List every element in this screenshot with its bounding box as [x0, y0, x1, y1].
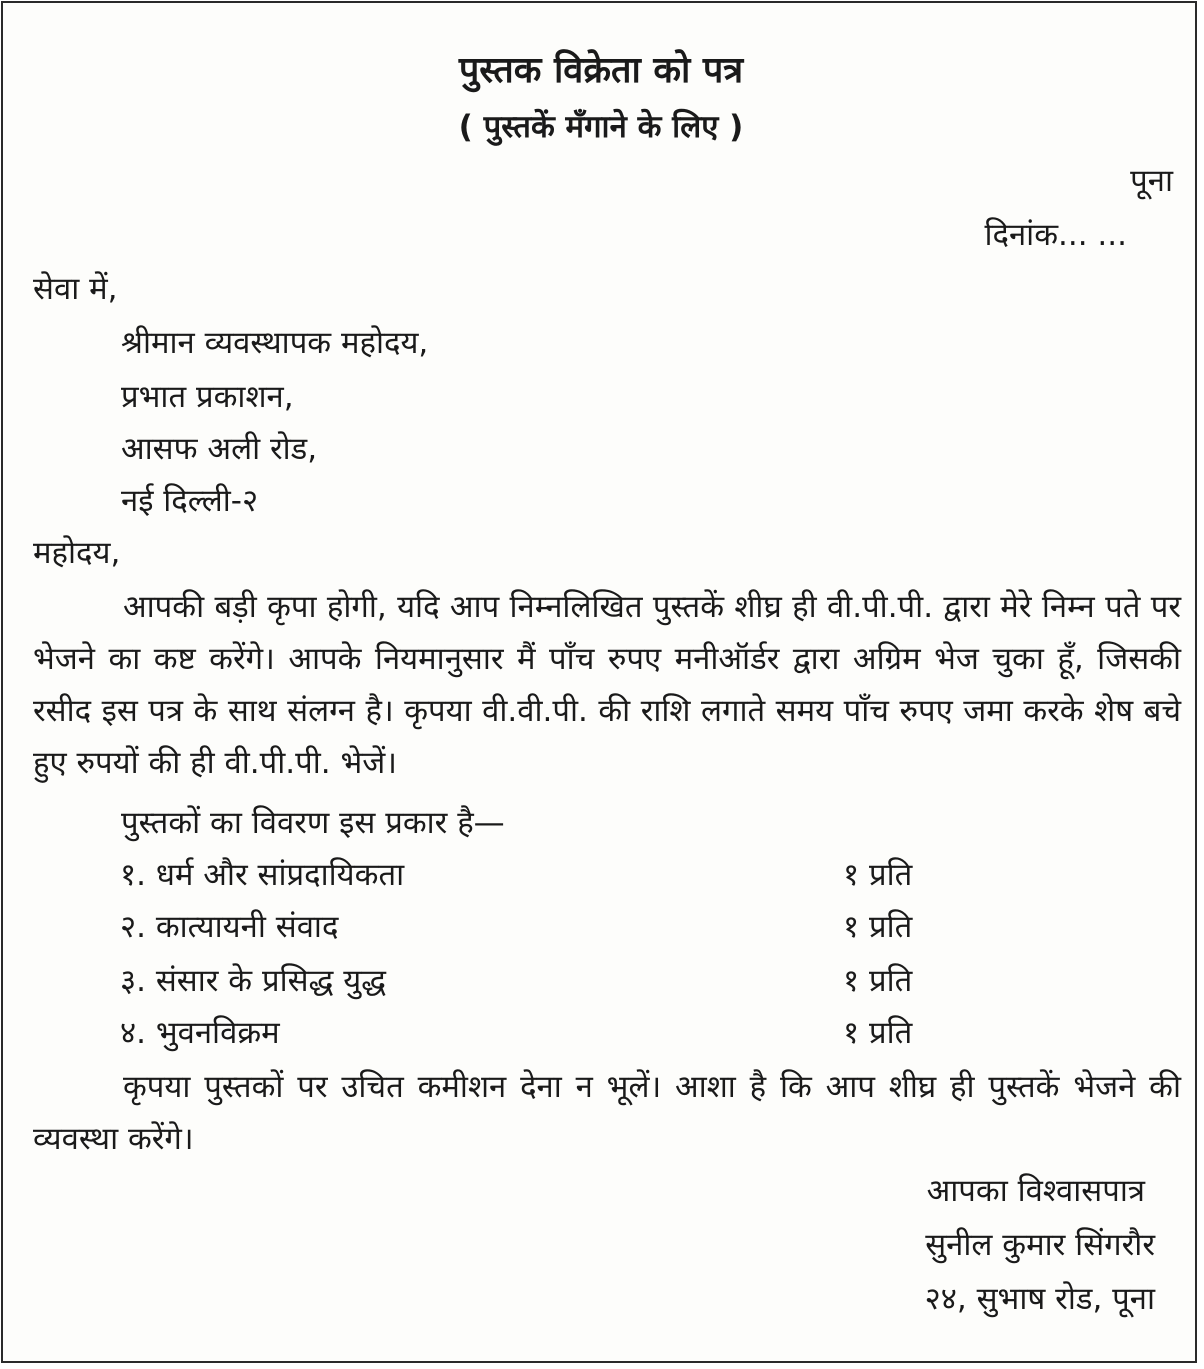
book-item-name: १. धर्म और सांप्रदायिकता — [120, 857, 405, 893]
address-line-3: आसफ अली रोड, — [121, 431, 318, 467]
address-line-2: प्रभात प्रकाशन, — [121, 379, 294, 415]
greeting: महोदय, — [33, 535, 121, 571]
book-item-name: २. कात्यायनी संवाद — [120, 909, 339, 945]
sender-address: २४, सुभाष रोड, पूना — [924, 1281, 1155, 1317]
book-item-name: ३. संसार के प्रसिद्ध युद्ध — [120, 963, 386, 999]
address-line-4: नई दिल्ली-२ — [121, 483, 259, 519]
book-item-qty: १ प्रति — [843, 963, 913, 999]
address-line-1: श्रीमान व्यवस्थापक महोदय, — [121, 325, 429, 361]
salutation-to: सेवा में, — [33, 271, 118, 307]
book-item-qty: १ प्रति — [843, 909, 913, 945]
body-paragraph: आपकी बड़ी कृपा होगी, यदि आप निम्नलिखित पुस्तकें शीघ्र ही वी.पी.पी. द्वारा मेरे निम्न पते पर भेजने का कष्ट करेंगे। आपके नियमानुसार मैं पाँच रुपए मनीऑर्डर द्वारा अग्रिम भेज चुका हूँ, जिसकी रसीद इस पत्र के साथ संलग्न है। कृपया वी.वी.पी. की राशि लगाते समय पाँच रुपए जमा करके शेष बचे हुए रुपयों की ही वी.पी.पी. भेजें। — [33, 589, 1181, 781]
letter-page — [1, 1, 1197, 1363]
letter-subtitle: ( पुस्तकें मँगाने के लिए ) — [458, 109, 744, 145]
books-intro: पुस्तकों का विवरण इस प्रकार है— — [121, 805, 505, 841]
book-item-name: ४. भुवनविक्रम — [120, 1015, 280, 1051]
sender-name: सुनील कुमार सिंगरौर — [925, 1227, 1155, 1263]
letter-title: पुस्तक विक्रेता को पत्र — [458, 50, 744, 91]
sign-off: आपका विश्वासपात्र — [926, 1173, 1145, 1209]
book-item-qty: १ प्रति — [843, 1015, 913, 1051]
closing-paragraph: कृपया पुस्तकों पर उचित कमीशन देना न भूलें। आशा है कि आप शीघ्र ही पुस्तकें भेजने की व्यवस्था करेंगे। — [33, 1069, 1181, 1157]
sender-place: पूना — [1130, 163, 1173, 199]
date-line: दिनांक... ... — [984, 217, 1127, 253]
book-item-qty: १ प्रति — [843, 857, 913, 893]
